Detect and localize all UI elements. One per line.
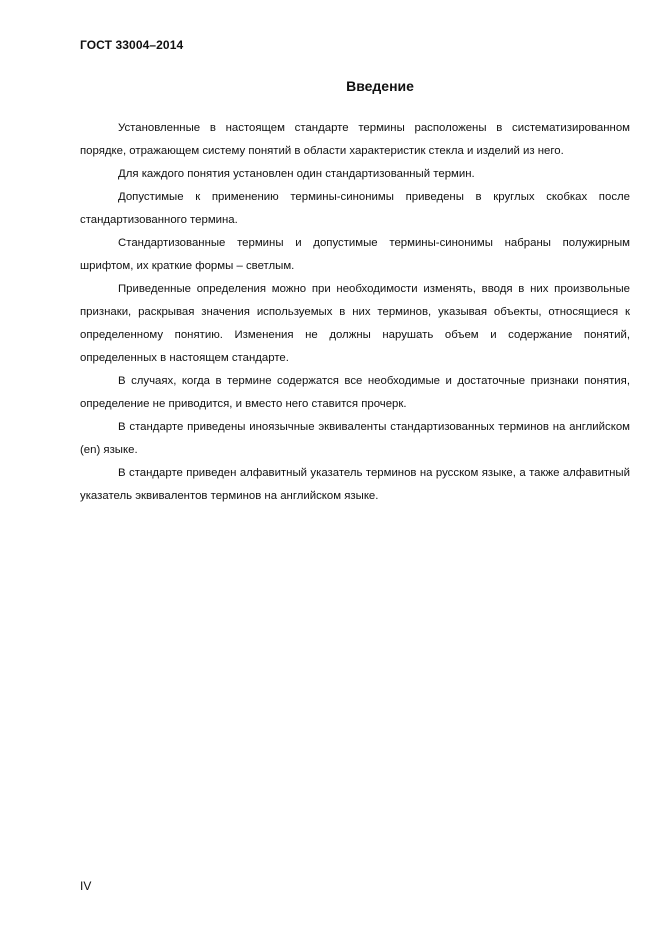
paragraph-3: Допустимые к применению термины-синонимы приведены в круглых скобках после стандартизованного термина. <box>80 191 630 226</box>
paragraph-4: Стандартизованные термины и допустимые термины-синонимы набраны полужирным шрифтом, их краткие формы – светлым. <box>80 237 630 272</box>
section-title: Введение <box>346 78 414 94</box>
page-number: IV <box>80 879 92 893</box>
paragraph-6: В случаях, когда в термине содержатся все необходимые и достаточные признаки понятия, определение не приводится, и вместо него ставится прочерк. <box>80 375 630 410</box>
paragraph-8: В стандарте приведен алфавитный указатель терминов на русском языке, а также алфавитный указатель эквивалентов терминов на английском языке. <box>80 467 630 502</box>
paragraph-1: Установленные в настоящем стандарте термины расположены в систематизированном порядке, отражающем систему понятий в области характеристик стекла и изделий из него. <box>80 122 630 157</box>
paragraph-2: Для каждого понятия установлен один стандартизованный термин. <box>118 168 475 180</box>
paragraph-7: В стандарте приведены иноязычные эквиваленты стандартизованных терминов на английском (en) языке. <box>80 421 630 456</box>
document-code: ГОСТ 33004–2014 <box>80 38 184 52</box>
section-body <box>80 117 630 508</box>
section-title-container <box>80 78 630 94</box>
paragraph-5: Приведенные определения можно при необходимости изменять, вводя в них произвольные признаки, раскрывая значения используемых в них терминов, указывая объекты, относящиеся к определенному понятию. Изменения не должны нарушать объем и содержание понятий, определенных в настоящем стандарте. <box>80 283 630 364</box>
